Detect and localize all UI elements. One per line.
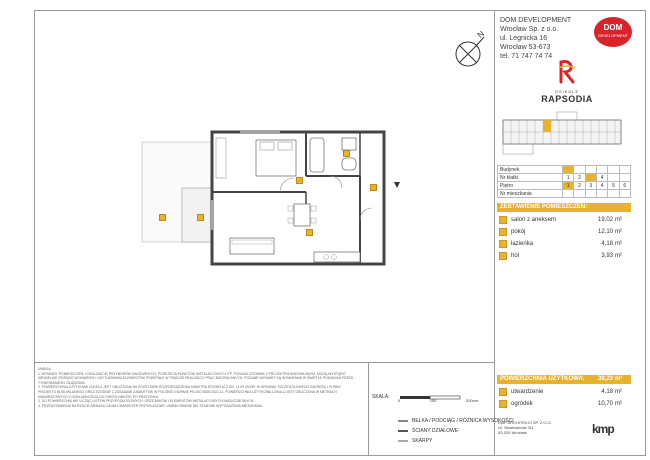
room-area: 4,18 <box>601 241 613 247</box>
table-row <box>498 190 631 198</box>
extra-area-row <box>497 399 631 409</box>
table-row <box>498 174 631 182</box>
table-cell <box>608 166 619 174</box>
kitchen-counter <box>314 252 360 262</box>
note-item: 4. PRZEDSTAWIONA NA RZUCIE ARANŻACJA MA CHARAKTER PRZYKŁADOWY. UMEBLOWANIE NIE STANOWI WYPOSAŻENIA MIESZKANIA. <box>38 403 264 408</box>
room-color-swatch <box>499 240 507 248</box>
bathtub <box>310 138 324 172</box>
scale-tick: 0 <box>398 398 401 403</box>
room-name: łazienka <box>511 241 534 247</box>
room-area: 19,02 <box>597 217 613 223</box>
room-row <box>497 215 631 225</box>
table-cell: 1 <box>563 182 574 190</box>
room-marker <box>296 177 303 184</box>
area-color-swatch <box>499 400 507 408</box>
table-cell <box>619 190 630 198</box>
estate-name: RAPSODIA <box>541 94 593 104</box>
extra-area-unit: m² <box>615 401 622 407</box>
floor-plan <box>130 130 410 270</box>
sink <box>342 138 356 150</box>
table-cell: 6 <box>619 182 630 190</box>
apartment-label: Nr mieszkania <box>498 190 563 198</box>
floor-label: Piętro <box>498 182 563 190</box>
room-unit: m² <box>615 241 622 247</box>
legend-label: SKARPY <box>412 438 433 444</box>
developer-phone: tel. 71 747 74 74 <box>500 53 553 60</box>
legend-label: ŚCIANY DZIAŁOWE <box>412 428 459 434</box>
estate-prefix: OSIEDLE <box>554 89 580 94</box>
room-row <box>497 227 631 237</box>
room-row <box>497 251 631 261</box>
scale-label: SKALA: <box>372 394 390 400</box>
extra-area-name: ogródek <box>511 401 533 407</box>
architect-city: 53-025 Wrocław <box>498 430 527 435</box>
extra-area-unit: m² <box>615 389 622 395</box>
developer-city: Wrocław 53-673 <box>500 44 551 51</box>
dom-logo-sub: DEVELOPMENT <box>597 33 629 38</box>
dom-development-logo <box>594 17 632 47</box>
room-color-swatch <box>499 216 507 224</box>
table-cell: 5 <box>608 182 619 190</box>
key-plan <box>497 110 631 160</box>
legend-line-swatch <box>398 440 408 442</box>
usable-area-label: POWIERZCHNIA UŻYTKOWA: <box>500 376 585 382</box>
legend-line-swatch <box>398 420 408 422</box>
developer-info <box>500 16 571 61</box>
note-item: 1. WYMIARY POMIESZCZEŃ, LOKALIZACJĘ PRZYBORÓW SANITARNYCH, PODEJŚCIA PUNKTÓW INSTALACYJNYCH ITP. PODANO ZGODNIE Z PROJEKTEM BUDOWLANYM. MOGĄ WYSTĄPIĆ NIEWIELKIE RÓŻNICE WYMIARÓW I USYTUOWANIA ELEMENTÓW POWSTAŁE W TRAKCIE REALIZACJI PRAC BUDOWLANYCH. PODANE WYMIARY SĄ WYMIARAMI W ŚWIETLE PODANYMI PRZED TYNKOWANIEM I GŁADZIAMI. <box>38 371 354 385</box>
room-marker <box>197 214 204 221</box>
architect-name: KMP ARCHITEKCI SP. Z O.O. <box>498 420 552 425</box>
scale-divider <box>368 362 369 456</box>
scale-tick: 200cm <box>465 398 478 403</box>
extra-area-name: utwardzenie <box>511 389 544 395</box>
notes-heading: UWAGA: <box>38 367 52 371</box>
room-name: salon z aneksem <box>511 217 557 223</box>
extra-area-row <box>497 387 631 397</box>
table-cell <box>596 190 607 198</box>
legend-label: BELKA / PODCIĄG / RÓŻNICA WYSOKOŚCI <box>412 418 514 424</box>
table-cell <box>619 174 630 182</box>
usable-area-value: 39,23 <box>597 376 613 382</box>
legend-item <box>398 418 514 424</box>
notes-divider <box>34 362 494 363</box>
table-row <box>498 182 631 190</box>
note-item: 3. DO POWIERZCHNI NIE LICZĄC LISTEW PRZYPODŁOGOWYCH, GRZEJNIKÓW I ELEMENTÓW INSTALACYJNYCH NADLICZBOWYCH. <box>38 399 255 404</box>
table-cell: 4 <box>596 174 607 182</box>
table-cell <box>563 166 574 174</box>
room-unit: m² <box>615 253 622 259</box>
table-cell <box>608 174 619 182</box>
kmp-logo: kmp <box>592 422 614 436</box>
table-cell <box>596 166 607 174</box>
table-cell: 2 <box>574 174 585 182</box>
developer-company: Wrocław Sp. z o.o. <box>500 26 559 33</box>
room-area: 3,93 <box>601 253 613 259</box>
extra-area-value: 4,18 <box>601 389 613 395</box>
legend-line-swatch <box>398 430 408 432</box>
table-cell: 3 <box>585 182 596 190</box>
toilet <box>342 158 356 170</box>
table-cell: 4 <box>596 182 607 190</box>
architect-street: Ul. Skarbowców 3/4 <box>498 425 534 430</box>
rapsodia-logo <box>535 58 599 104</box>
building-label: Budynek <box>498 166 563 174</box>
usable-area-heading <box>497 375 631 384</box>
table-cell <box>563 190 574 198</box>
table-cell <box>585 174 596 182</box>
table-cell <box>585 190 596 198</box>
room-unit: m² <box>615 217 622 223</box>
dining-table <box>294 204 310 226</box>
table-cell <box>585 166 596 174</box>
usable-area-unit: m² <box>615 376 623 382</box>
table-cell: 1 <box>563 174 574 182</box>
legend-item <box>398 428 458 434</box>
legend-item <box>398 438 432 444</box>
scale-ticks <box>398 398 478 403</box>
room-color-swatch <box>499 228 507 236</box>
room-name: pokój <box>511 229 526 235</box>
table-cell <box>608 190 619 198</box>
room-name: hol <box>511 253 520 259</box>
rooms-heading: ZESTAWIENIE POMIESZCZEŃ: <box>497 203 631 212</box>
room-marker <box>159 214 166 221</box>
room-unit: m² <box>615 229 622 235</box>
room-area: 12,10 <box>597 229 613 235</box>
note-item: 2. POWIERZCHNIA UŻYTKOWA LOKALU JEST OBLICZONA NA PODSTAWIE ROZPORZĄDZENIA MINISTRA ROZWOJU Z DN. 11.09.2020R. W SPRAWIE SZCZEGÓŁOWEGO ZAKRESU I FORMY PROJEKTU BUDOWLANEGO ORAZ ZGODNIE Z ZASADAMI ZAWARTYMI W POLSKIEJ NORMIE PN-ISO 9836:2022-11. POWIERZCHNIA UŻYTKOWA LOKALU JEST OBLICZONA W METRACH KWADRATOWYCH Z DOKŁADNOŚCIĄ DO DWÓCH MIEJSC PO PRZECINKU. <box>38 385 342 399</box>
room-marker <box>370 184 377 191</box>
room-row <box>497 239 631 249</box>
table-cell: 2 <box>574 182 585 190</box>
notes <box>38 367 358 408</box>
building-info-table <box>497 165 631 198</box>
table-cell <box>574 166 585 174</box>
table-cell <box>574 190 585 198</box>
compass-north-label: N <box>475 29 486 40</box>
developer-street: ul. Legnicka 16 <box>500 35 548 42</box>
sidebar-divider <box>494 10 495 456</box>
developer-name: DOM DEVELOPMENT <box>500 17 572 24</box>
dom-logo-text: DOM <box>603 23 623 32</box>
room-marker <box>343 150 350 157</box>
table-row <box>498 166 631 174</box>
room-marker <box>306 229 313 236</box>
table-cell <box>619 166 630 174</box>
scale-tick: 100 <box>429 398 437 403</box>
rapsodia-emblem-icon <box>557 58 577 84</box>
room-color-swatch <box>499 252 507 260</box>
area-color-swatch <box>499 388 507 396</box>
stair-label: Nr klatki <box>498 174 563 182</box>
extra-area-value: 10,70 <box>597 401 613 407</box>
